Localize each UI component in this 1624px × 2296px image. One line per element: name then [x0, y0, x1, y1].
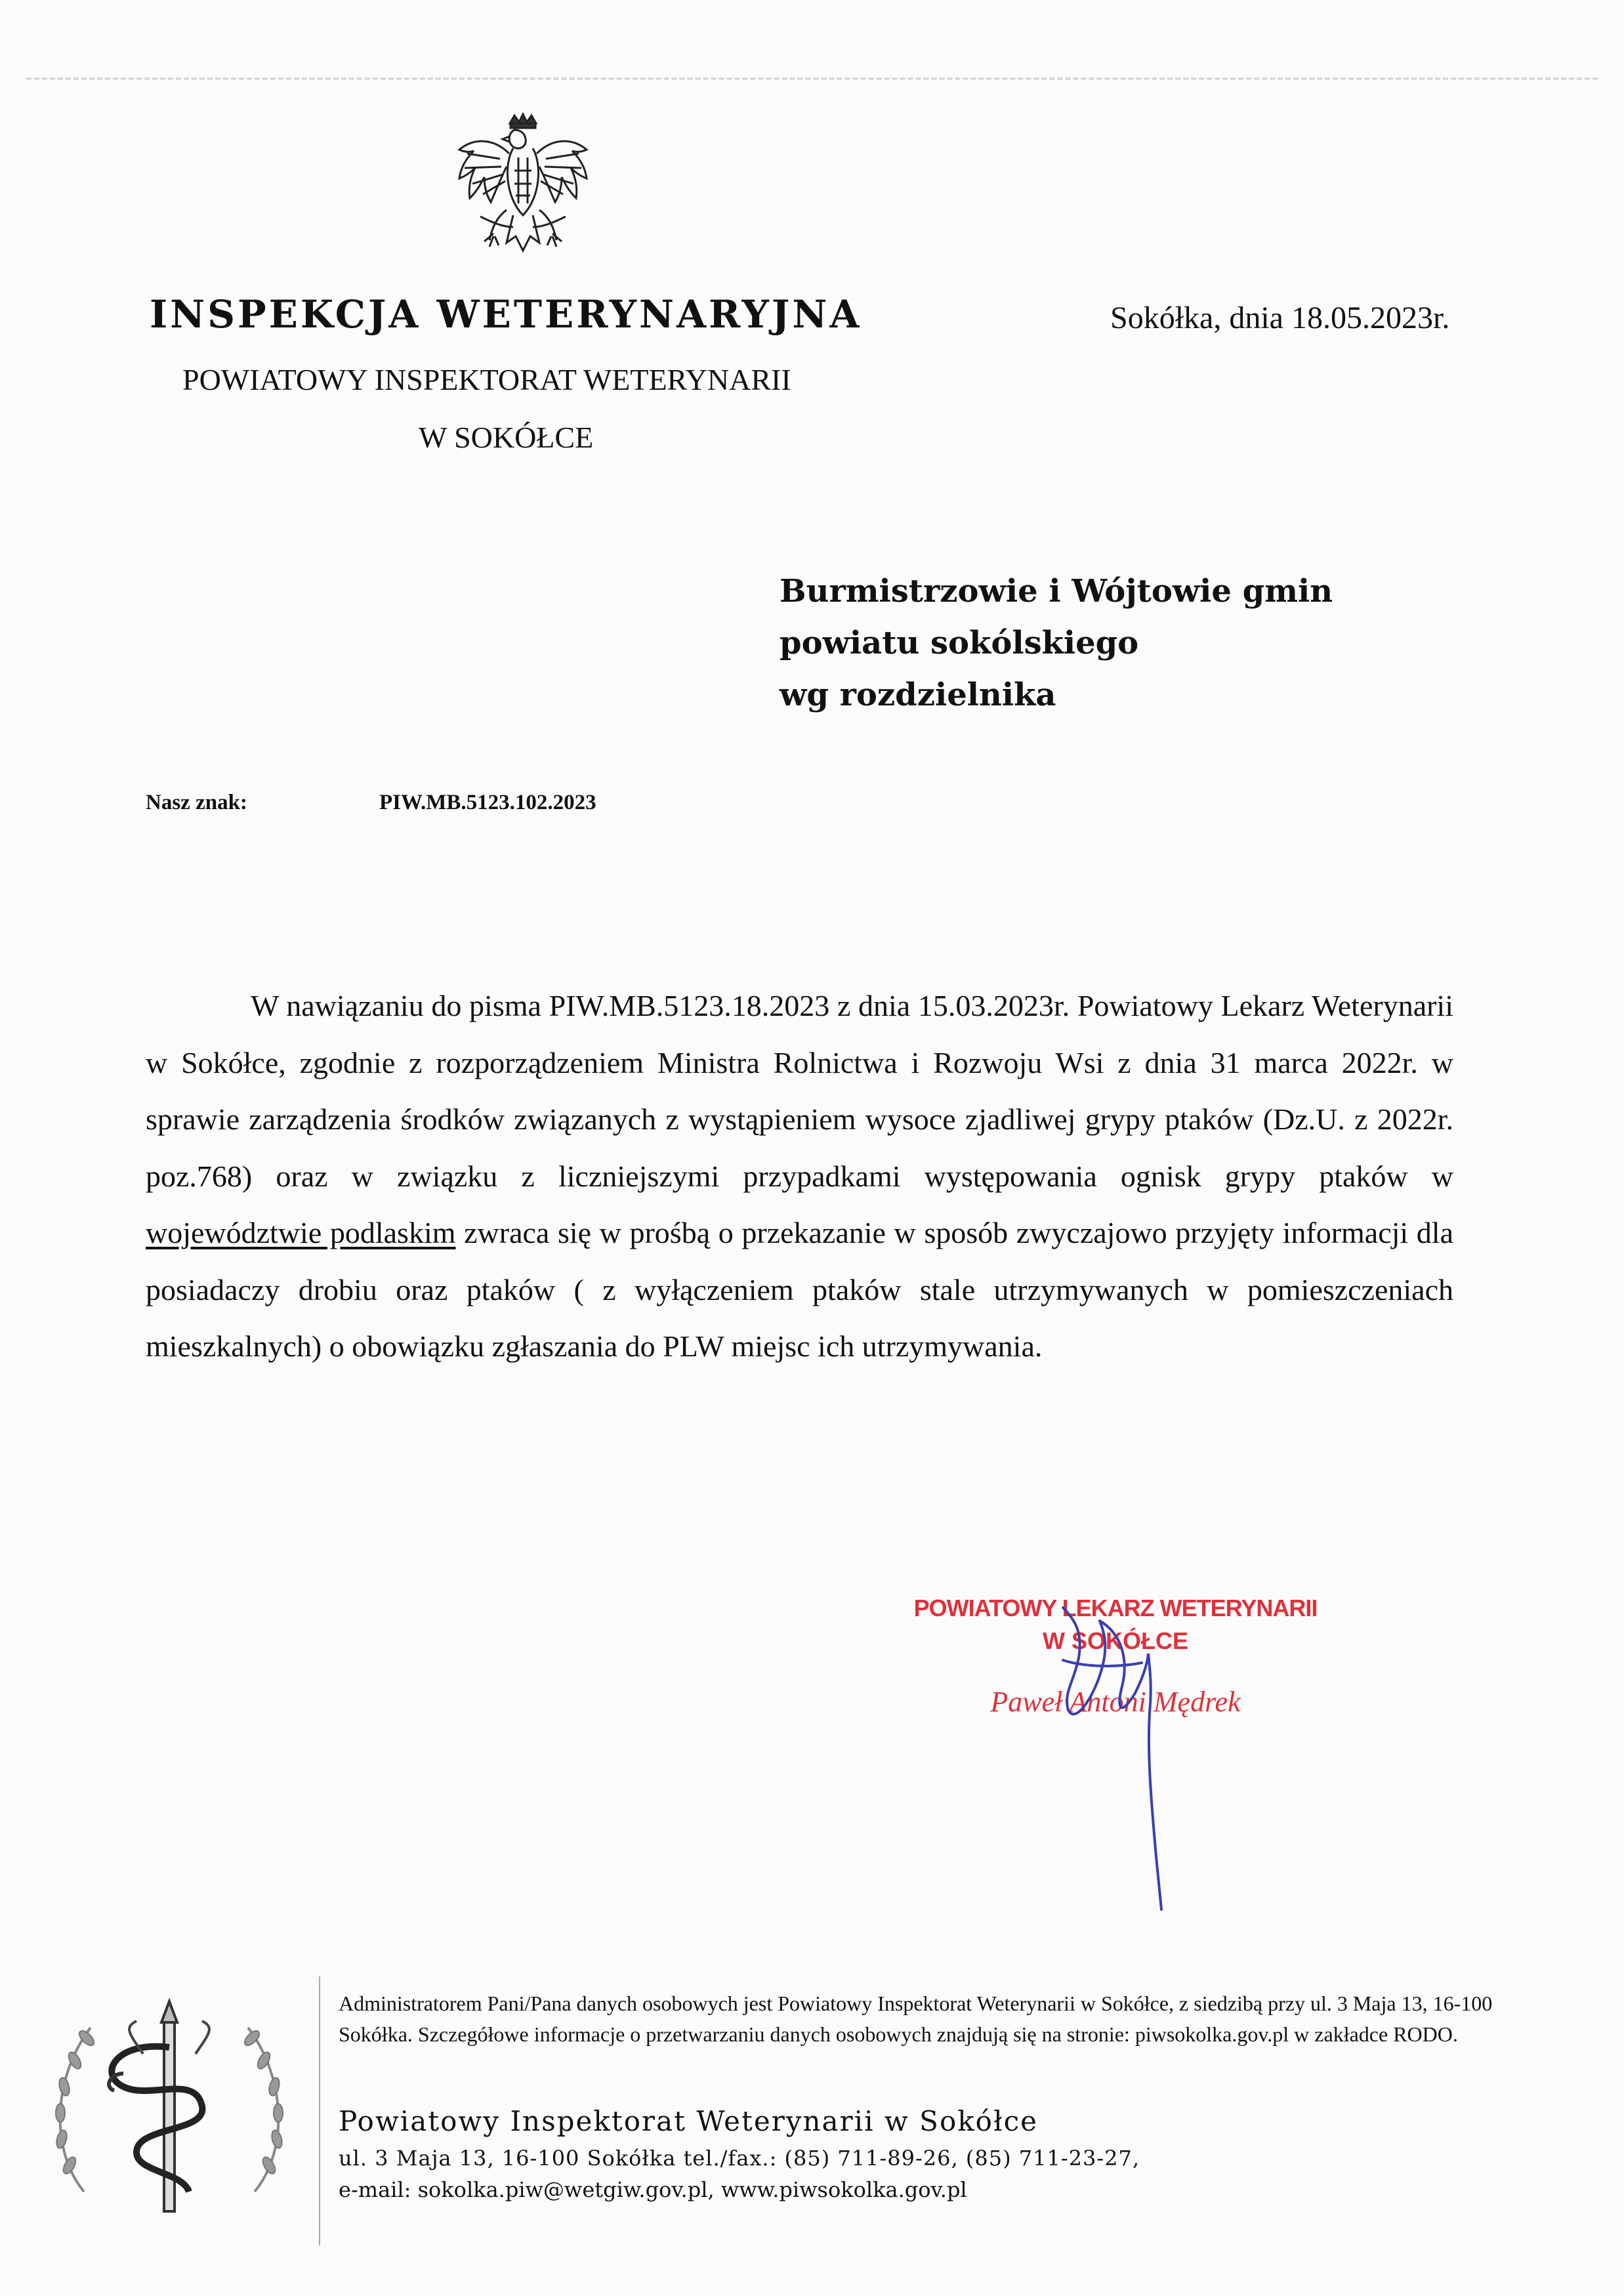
addressee-line-1: Burmistrzowie i Wójtowie gmin — [780, 573, 1333, 610]
addressee-line-3: wg rozdzielnika — [780, 677, 1056, 713]
stamp-title: POWIATOWY LEKARZ WETERYNARII — [913, 1595, 1318, 1621]
letter-body — [146, 978, 1453, 1375]
footer-address: ul. 3 Maja 13, 16-100 Sokółka tel./fax.: (85) 711-89-26, (85) 711-23-27, — [339, 2146, 1140, 2171]
body-underlined-region: województwie podlaskim — [146, 1216, 456, 1249]
stamp-city: W SOKÓŁCE — [1043, 1627, 1188, 1654]
reference-label: Nasz znak: — [146, 791, 247, 814]
body-text-part-1: W nawiązaniu do pisma PIW.MB.5123.18.2023 z dnia 15.03.2023r. Powiatowy Lekarz Weterynarii w Sokółce, zgodnie z rozporządzeniem Ministra Rolnictwa i Rozwoju Wsi z dnia 31 marca 2022r. w sprawie zarządzenia środków związanych z wystąpieniem wysoce zjadliwej grypy ptaków (Dz.U. z 2022r. poz.768) oraz w związku z liczniejszymi przypadkami występowania ognisk grypy ptaków w — [146, 989, 1453, 1193]
addressee-block — [780, 566, 1333, 721]
gdpr-notice: Administratorem Pani/Pana danych osobowych jest Powiatowy Inspektorat Weterynarii w Sokółce, z siedzibą przy ul. 3 Maja 13, 16-100 Sokółka. Szczegółowe informacje o przetwarzaniu danych osobowych znajdują się na stronie: piwsokolka.gov.pl w zakładce RODO. — [339, 1992, 1493, 2046]
inspectorate-city: W SOKÓŁCE — [419, 421, 594, 454]
footer-contact: e-mail: sokolka.piw@wetgiw.gov.pl, www.piwsokolka.gov.pl — [339, 2177, 967, 2202]
footer-office-name: Powiatowy Inspektorat Weterynarii w Sokółce — [339, 2105, 1038, 2137]
polish-eagle-emblem-icon — [441, 112, 605, 282]
body-text-part-2: zwraca się w prośbą o przekazanie w sposób zwyczajowo przyjęty informacji dla posiadaczy drobiu oraz ptaków ( z wyłączeniem ptaków stale utrzymywanych w pomieszczeniach mieszkalnych) o obowiązku zgłaszania do PLW miejsc ich utrzymywania. — [146, 1216, 1453, 1363]
stamp-signatory-name: Paweł Antoni Mędrek — [990, 1686, 1241, 1718]
letter-date: Sokółka, dnia 18.05.2023r. — [1110, 301, 1450, 335]
addressee-line-2: powiatu sokólskiego — [780, 625, 1139, 661]
footer-divider — [319, 1976, 320, 2245]
scan-edge-line — [26, 77, 1598, 80]
institution-title: INSPEKCJA WETERYNARYJNA — [150, 292, 862, 337]
inspectorate-name: POWIATOWY INSPEKTORAT WETERYNARII — [182, 363, 791, 396]
reference-number: PIW.MB.5123.102.2023 — [379, 791, 596, 814]
caduceus-emblem-icon — [38, 1975, 301, 2231]
handwritten-signature — [1037, 1595, 1234, 1916]
